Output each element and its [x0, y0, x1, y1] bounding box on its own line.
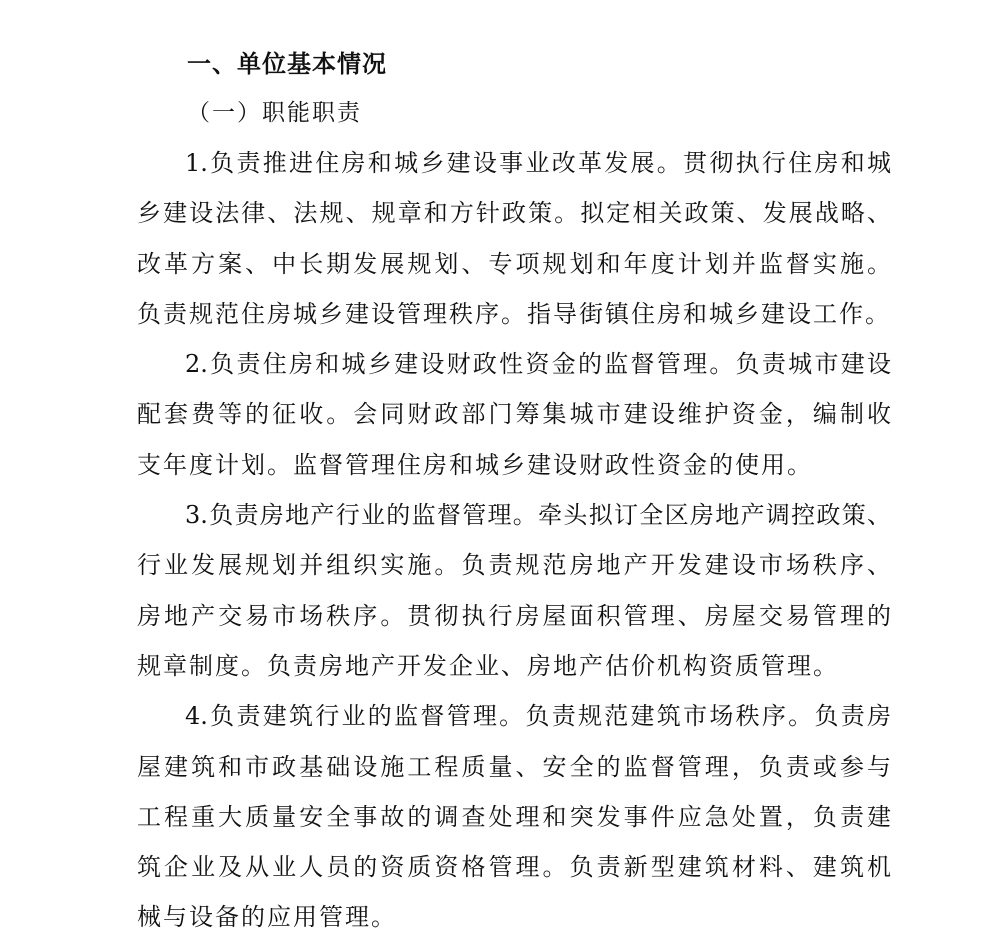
paragraph — [137, 699, 891, 950]
text-line: 筑企业及从业人员的资质资格管理。负责新型建筑材料、建筑机 — [137, 853, 891, 882]
text-line: 负责规范住房城乡建设管理秩序。指导街镇住房和城乡建设工作。 — [137, 299, 891, 328]
text-line: 3.负责房地产行业的监督管理。牵头拟订全区房地产调控政策、 — [185, 501, 891, 530]
text-line: 屋建筑和市政基础设施工程质量、安全的监督管理，负责或参与 — [137, 752, 891, 781]
text-line: 房地产交易市场秩序。贯彻执行房屋面积管理、房屋交易管理的 — [137, 601, 891, 630]
text-line: 规章制度。负责房地产开发企业、房地产估价机构资质管理。 — [137, 651, 839, 680]
paragraph — [137, 146, 891, 347]
text-line: 乡建设法律、法规、规章和方针政策。拟定相关政策、发展战略、 — [137, 199, 891, 228]
paragraph — [137, 498, 891, 699]
text-line: 配套费等的征收。会同财政部门筹集城市建设维护资金，编制收 — [137, 400, 891, 429]
text-line: 行业发展规划并组织实施。负责规范房地产开发建设市场秩序、 — [137, 551, 891, 580]
document-body — [137, 146, 891, 951]
text-line: 1.负责推进住房和城乡建设事业改革发展。贯彻执行住房和城 — [185, 149, 891, 177]
paragraph — [137, 347, 891, 498]
text-line: 工程重大质量安全事故的调查处理和突发事件应急处置，负责建 — [137, 802, 891, 831]
section-heading: 一、单位基本情况 — [187, 49, 387, 78]
subsection-heading: （一）职能职责 — [187, 100, 362, 126]
text-line: 2.负责住房和城乡建设财政性资金的监督管理。负责城市建设 — [185, 350, 891, 379]
text-line: 械与设备的应用管理。 — [137, 903, 397, 932]
text-line: 4.负责建筑行业的监督管理。负责规范建筑市场秩序。负责房 — [185, 702, 891, 731]
text-line: 改革方案、中长期发展规划、专项规划和年度计划并监督实施。 — [137, 249, 891, 278]
text-line: 支年度计划。监督管理住房和城乡建设财政性资金的使用。 — [137, 450, 813, 479]
